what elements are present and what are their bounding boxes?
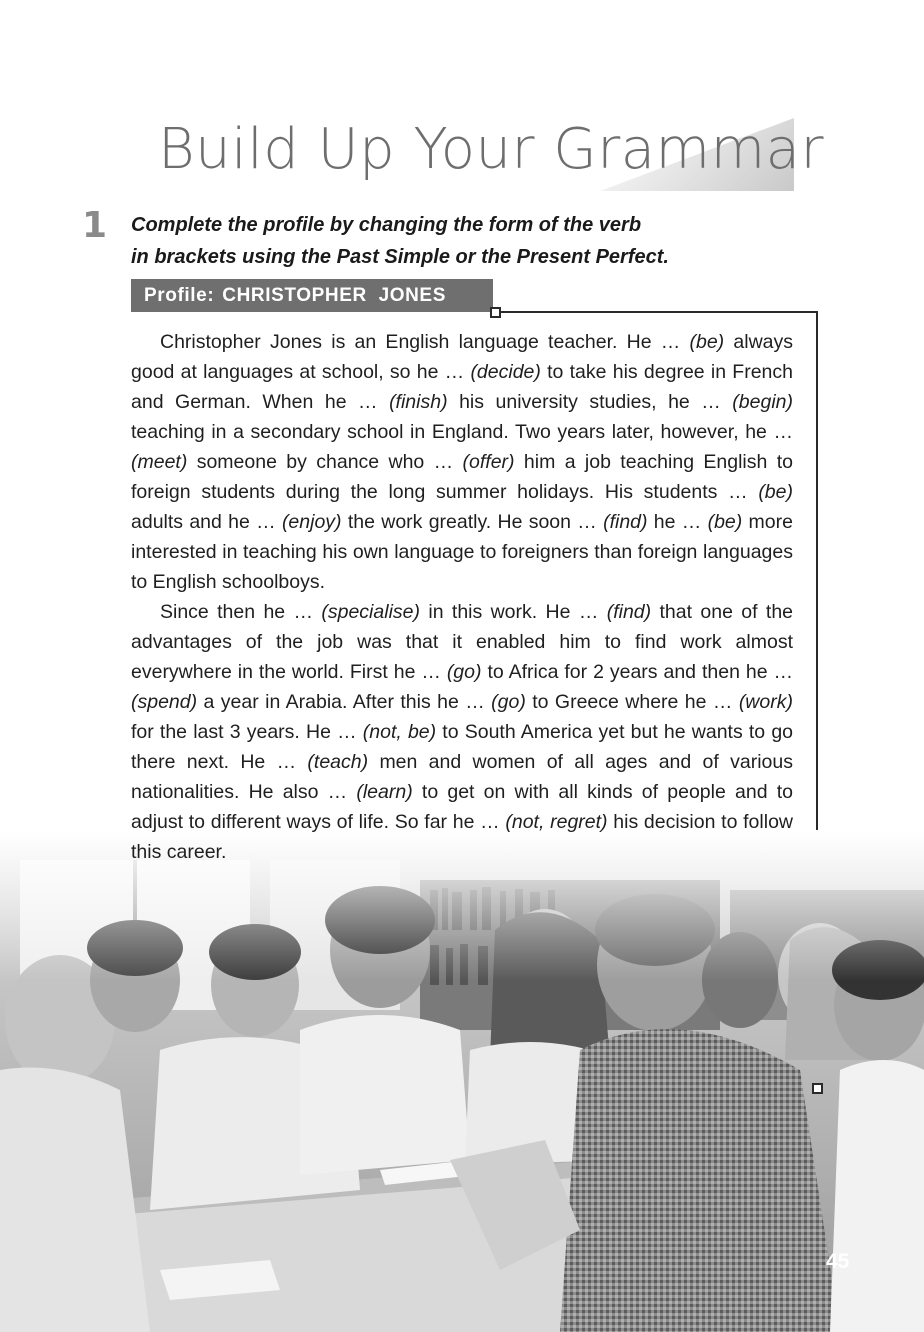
verb-prompt: (be): [707, 511, 743, 533]
classroom-photo: [0, 830, 924, 1332]
verb-prompt: (meet): [131, 451, 188, 473]
verb-prompt: (be): [689, 331, 725, 353]
text-segment: to Africa for 2 years and then he …: [481, 661, 793, 683]
text-segment: in this work. He …: [420, 601, 607, 623]
text-segment: to South America yet but he wants to go there next. He …: [131, 721, 794, 773]
profile-header: [131, 279, 493, 312]
verb-prompt: (enjoy): [281, 511, 342, 533]
verb-prompt: (teach): [307, 751, 369, 773]
verb-prompt: (specialise): [321, 601, 420, 623]
exercise-instruction: [131, 209, 811, 273]
text-segment: for the last 3 years. He …: [131, 721, 363, 743]
text-segment: a year in Arabia. After this he …: [197, 691, 492, 713]
page-number: 45: [826, 1250, 850, 1273]
verb-prompt: (not, regret): [505, 811, 608, 833]
verb-prompt: (offer): [462, 451, 515, 473]
verb-prompt: (find): [603, 511, 648, 533]
page-title: Build Up Your Grammar: [158, 117, 824, 182]
text-segment: that one of the advantages of the job was that it enabled him to find work almost everywhere in the world. First he …: [131, 601, 794, 683]
text-segment: always good at languages at school, so he …: [131, 331, 794, 383]
instruction-line-2: in brackets using the Past Simple or the Present Perfect.: [131, 246, 669, 268]
verb-prompt: (learn): [356, 781, 413, 803]
verb-prompt: (go): [491, 691, 526, 713]
connector-line-horizontal: [494, 311, 818, 313]
text-segment: to Greece where he …: [525, 691, 739, 713]
text-segment: someone by chance who …: [187, 451, 463, 473]
verb-prompt: (work): [738, 691, 793, 713]
instruction-line-1: Complete the profile by changing the form of the verb: [131, 214, 642, 236]
text-segment: Christopher Jones is an English language teacher. He …: [160, 331, 690, 353]
verb-prompt: (be): [758, 481, 793, 503]
profile-name: CHRISTOPHER JONES: [222, 285, 446, 306]
verb-prompt: (not, be): [362, 721, 437, 743]
text-segment: the work greatly. He soon …: [341, 511, 604, 533]
text-segment: more interested in teaching his own language to foreigners than foreign languages to English schoolboys.: [131, 511, 793, 593]
connector-node-top: [490, 307, 501, 318]
text-segment: he …: [647, 511, 708, 533]
text-segment: to take his degree in French and German. When he …: [131, 361, 793, 413]
profile-text: [131, 327, 793, 867]
verb-prompt: (spend): [131, 691, 198, 713]
profile-label: Profile:: [144, 285, 215, 306]
text-segment: to get on with all kinds of people and to adjust to different ways of life. So far he …: [131, 781, 793, 833]
verb-prompt: (finish): [389, 391, 448, 413]
verb-prompt: (find): [606, 601, 652, 623]
text-segment: his decision to follow this career.: [131, 811, 793, 863]
text-segment: Since then he …: [160, 601, 322, 623]
verb-prompt: (go): [446, 661, 482, 683]
verb-prompt: (begin): [732, 391, 793, 413]
connector-node-bottom: [812, 1083, 823, 1094]
profile-paragraph-2: [131, 597, 793, 867]
exercise-number: 1: [82, 205, 108, 246]
text-segment: adults and he …: [131, 511, 282, 533]
text-segment: him a job teaching English to foreign students during the long summer holidays. His students …: [131, 451, 793, 503]
text-segment: teaching in a secondary school in England. Two years later, however, he …: [131, 421, 793, 443]
text-segment: his university studies, he …: [447, 391, 733, 413]
text-segment: men and women of all ages and of various nationalities. He also …: [131, 751, 793, 803]
verb-prompt: (decide): [470, 361, 541, 383]
profile-paragraph-1: [131, 327, 793, 597]
